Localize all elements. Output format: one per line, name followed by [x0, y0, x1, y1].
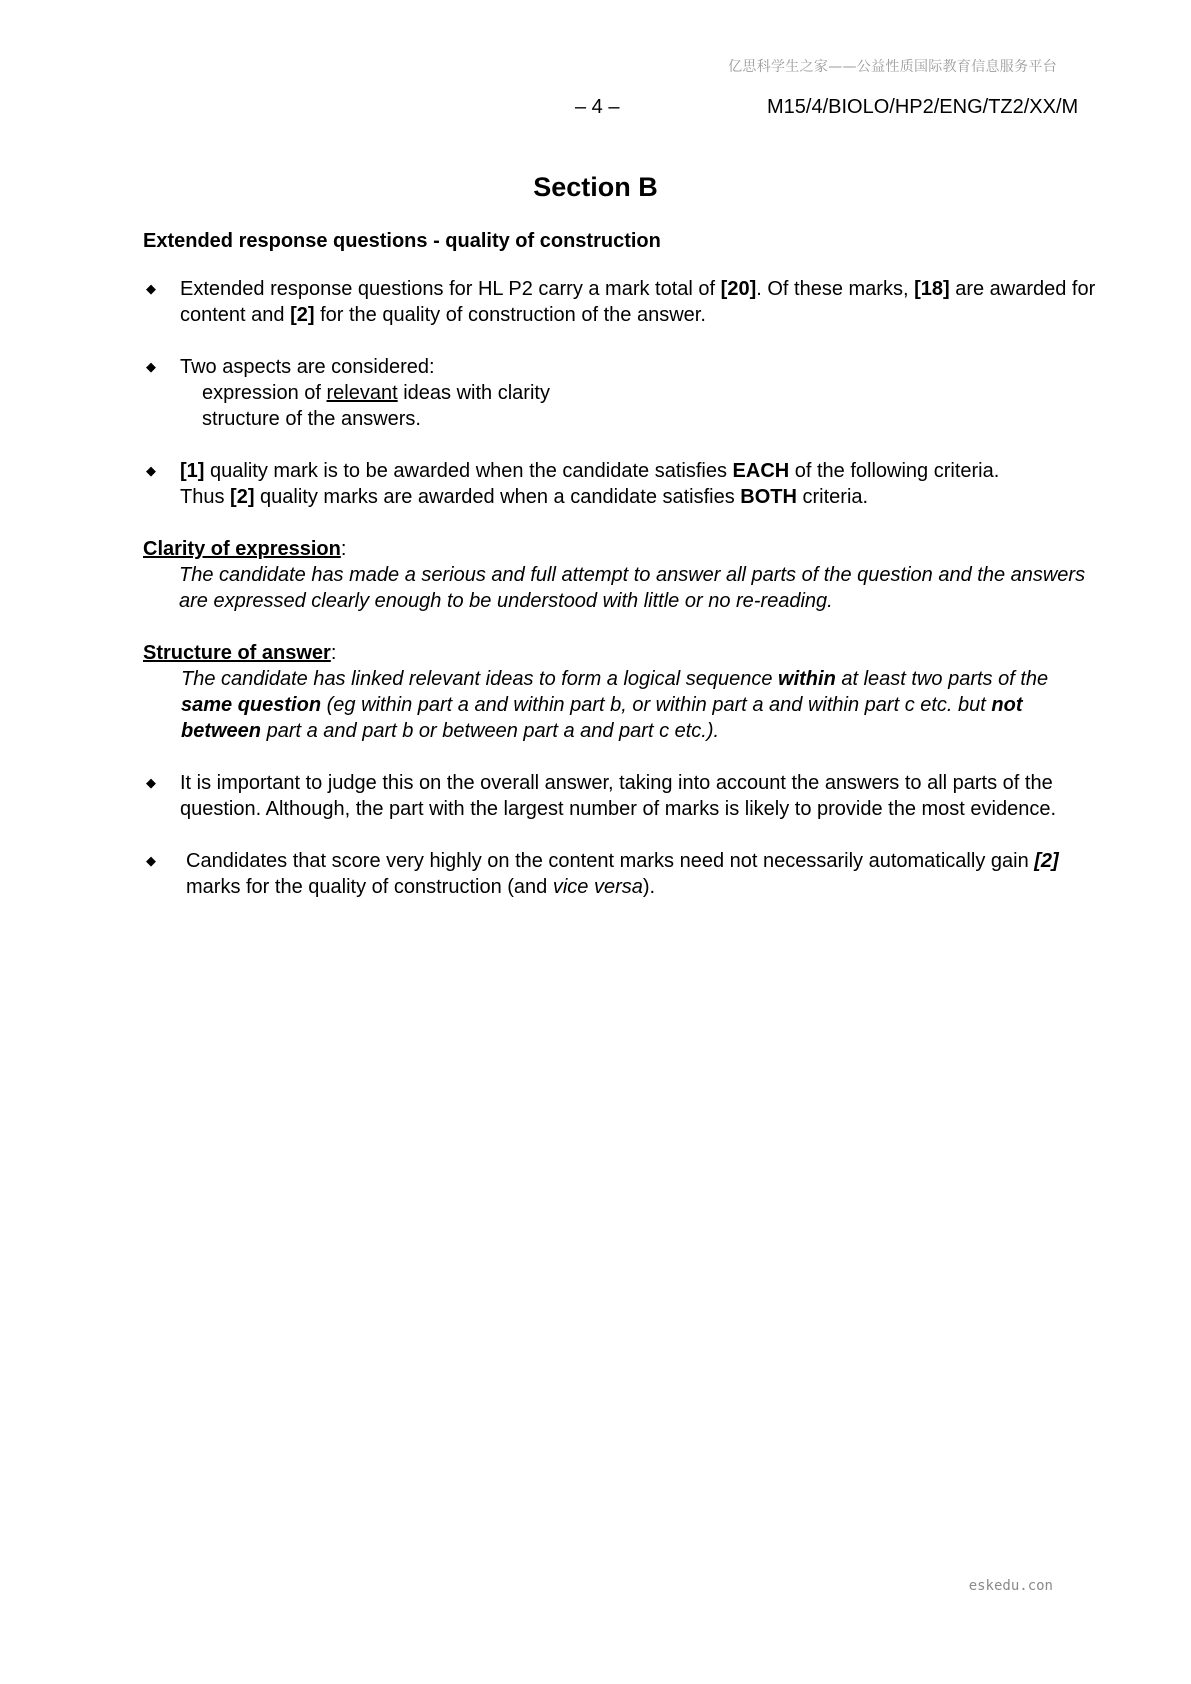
- bullet-text: Two aspects are considered:: [180, 356, 435, 378]
- diamond-bullet-icon: ◆: [146, 359, 156, 374]
- emphasis-same-question: same question: [181, 694, 322, 716]
- bullet-text: Extended response questions for HL P2 carry a mark total of: [180, 278, 721, 300]
- watermark-bottom: eskedu.con: [968, 1578, 1053, 1594]
- mark-2-italic: [2]: [1034, 850, 1059, 872]
- bullet-text: It is important to judge this on the overall answer, taking into account the answers to all parts of the question. Although, the part with the largest number of marks is likely to provide the most evidence.: [180, 772, 1057, 820]
- bullet-quality-mark: ◆ [1] quality mark is to be awarded when the candidate satisfies EACH of the following criteria. Thus [2] quality marks are awarded when a candidate satisfies BOTH criteria.: [146, 460, 1000, 508]
- vice-versa: vice versa: [552, 876, 643, 898]
- emphasis-not-between: not between: [181, 694, 1023, 742]
- mark-20: [20]: [720, 278, 757, 300]
- bullet-overall-answer: [143, 770, 1103, 822]
- bullet-mark-total: [143, 276, 1103, 328]
- document-code: M15/4/BIOLO/HP2/ENG/TZ2/XX/M: [767, 96, 1079, 118]
- aspect-expression: expression of relevant ideas with clarity: [202, 382, 550, 404]
- page-header: [0, 96, 1191, 122]
- bullet-text: . Of these marks,: [756, 278, 915, 300]
- page-number: – 4 –: [575, 96, 620, 118]
- bullet-text: are awarded for content and: [180, 278, 1096, 326]
- bullet-two-aspects: [143, 354, 1103, 432]
- underlined-relevant: relevant: [326, 382, 398, 404]
- mark-2: [2]: [290, 304, 315, 326]
- structure-heading: Structure of answer:: [143, 642, 337, 664]
- mark-1: [1]: [180, 460, 205, 482]
- mark-2: [2]: [230, 486, 255, 508]
- document-body: [143, 228, 1103, 926]
- diamond-bullet-icon: ◆: [146, 853, 156, 868]
- aspect-structure: structure of the answers.: [202, 408, 421, 430]
- diamond-bullet-icon: ◆: [146, 463, 156, 478]
- emphasis-both: BOTH: [740, 486, 797, 508]
- diamond-bullet-icon: ◆: [146, 775, 156, 790]
- subheading: Extended response questions - quality of construction: [143, 230, 661, 252]
- emphasis-within: within: [778, 668, 836, 690]
- clarity-heading: Clarity of expression:: [143, 538, 347, 560]
- bullet-text: for the quality of construction of the answer.: [314, 304, 706, 326]
- emphasis-each: EACH: [732, 460, 790, 482]
- clarity-criterion: The candidate has made a serious and full attempt to answer all parts of the question and the answers are expressed clearly enough to be understood with little or no re-reading.: [179, 564, 1086, 612]
- watermark-top: 亿思科学生之家——公益性质国际教育信息服务平台: [728, 59, 1057, 75]
- diamond-bullet-icon: ◆: [146, 281, 156, 296]
- bullet-content-marks: ◆ Candidates that score very highly on the content marks need not necessarily automatically gain [2] marks for the quality of construction (and vice versa).: [146, 850, 1059, 898]
- structure-criterion: The candidate has linked relevant ideas to form a logical sequence within at least two parts of the same question (eg within part a and within part b, or within part a and within part c etc. but not between part a and part b or between part a and part c etc.).: [181, 668, 1049, 742]
- mark-18: [18]: [914, 278, 950, 300]
- section-title: Section B: [533, 172, 658, 202]
